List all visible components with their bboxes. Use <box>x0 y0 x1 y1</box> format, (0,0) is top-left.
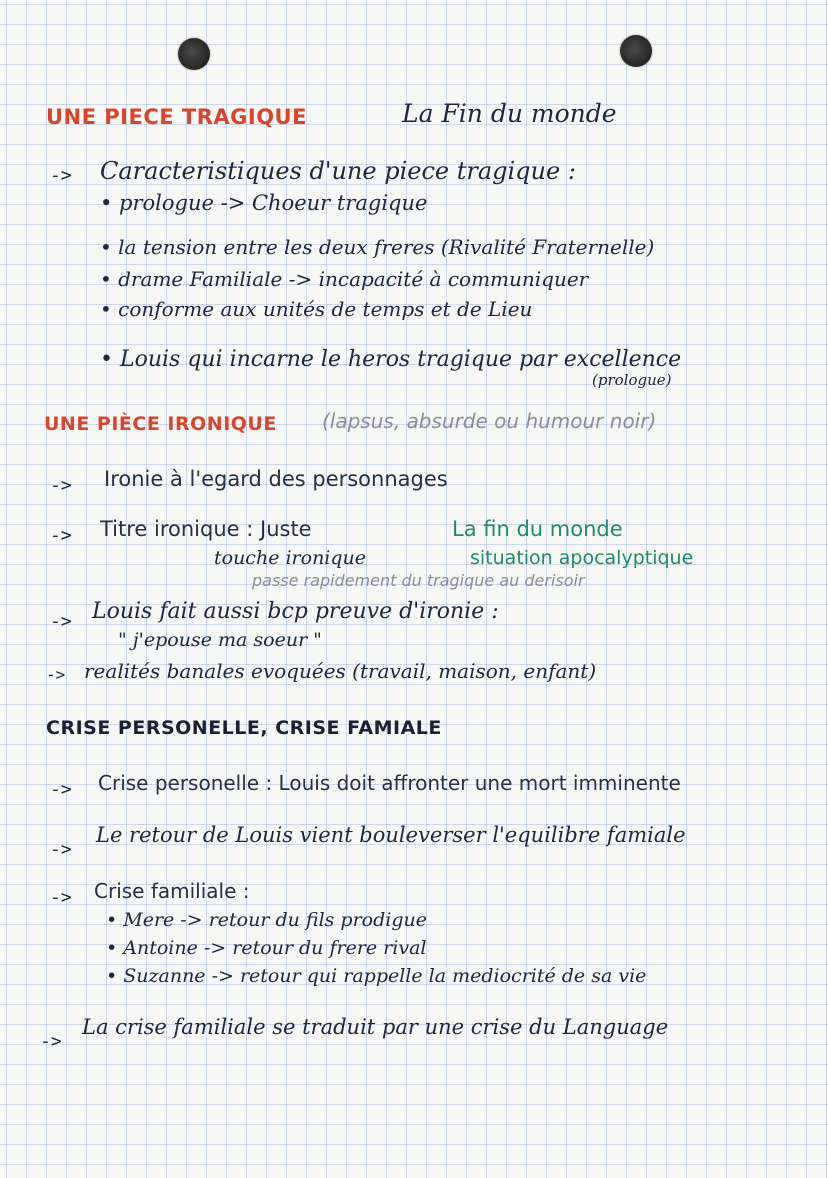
pencil-derisoir: passe rapidement du tragique au derisoir <box>252 571 585 590</box>
ironic-louis: Louis fait aussi bcp preuve d'ironie : <box>92 599 499 624</box>
heading-crisis: CRISE PERSONELLE, CRISE FAMIALE <box>46 717 442 739</box>
crisis-return: Le retour de Louis vient bouleverser l'equilibre famiale <box>96 823 686 847</box>
pencil-note: (lapsus, absurde ou humour noir) <box>322 409 657 433</box>
green-apocalyptic: situation apocalyptique <box>470 547 694 569</box>
crisis-family-title: Crise familiale : <box>94 879 250 903</box>
tragic-item: • Louis qui incarne le heros tragique par excellence <box>100 347 682 372</box>
crisis-item: • Antoine -> retour du frere rival <box>106 937 427 959</box>
ironic-banal: realités banales evoquées (travail, maison, enfant) <box>84 659 597 683</box>
arrow-marker: -> <box>40 1031 62 1052</box>
arrow-marker: -> <box>50 779 72 800</box>
binder-hole-right <box>620 35 652 67</box>
arrow-marker: -> <box>50 525 72 546</box>
ironic-line-1: Ironie à l'egard des personnages <box>104 467 448 491</box>
green-title: La fin du monde <box>452 517 623 541</box>
crisis-item: • Mere -> retour du fils prodigue <box>106 909 427 931</box>
heading-tragic: UNE PIECE TRAGIQUE <box>46 105 307 129</box>
ironic-title-line: Titre ironique : Juste <box>100 517 312 541</box>
tragic-item: • drame Familiale -> incapacité à communiquer <box>100 267 589 291</box>
tragic-item: • prologue -> Choeur tragique <box>100 191 428 215</box>
arrow-marker: -> <box>46 665 66 684</box>
prologue-note: (prologue) <box>592 371 672 389</box>
arrow-marker: -> <box>50 475 72 496</box>
tragic-intro: Caracteristiques d'une piece tragique : <box>100 157 576 185</box>
crisis-final: La crise familiale se traduit par une crise du Language <box>82 1015 669 1039</box>
tragic-item: • conforme aux unités de temps et de Lieu <box>100 297 533 321</box>
arrow-marker: -> <box>50 887 72 908</box>
arrow-marker: -> <box>50 611 72 632</box>
arrow-marker: -> <box>50 165 72 186</box>
crisis-item: • Suzanne -> retour qui rappelle la mediocrité de sa vie <box>106 965 647 987</box>
binder-hole-left <box>178 38 210 70</box>
crisis-personal: Crise personelle : Louis doit affronter une mort imminente <box>98 771 681 795</box>
heading-ironic: UNE PIÈCE IRONIQUE <box>44 413 277 435</box>
tragic-item: • la tension entre les deux freres (Rivalité Fraternelle) <box>100 235 655 259</box>
ironic-quote: " j'epouse ma soeur " <box>118 629 322 651</box>
arrow-marker: -> <box>50 839 72 860</box>
book-title: La Fin du monde <box>402 99 617 128</box>
ironic-touch: touche ironique <box>214 547 367 569</box>
